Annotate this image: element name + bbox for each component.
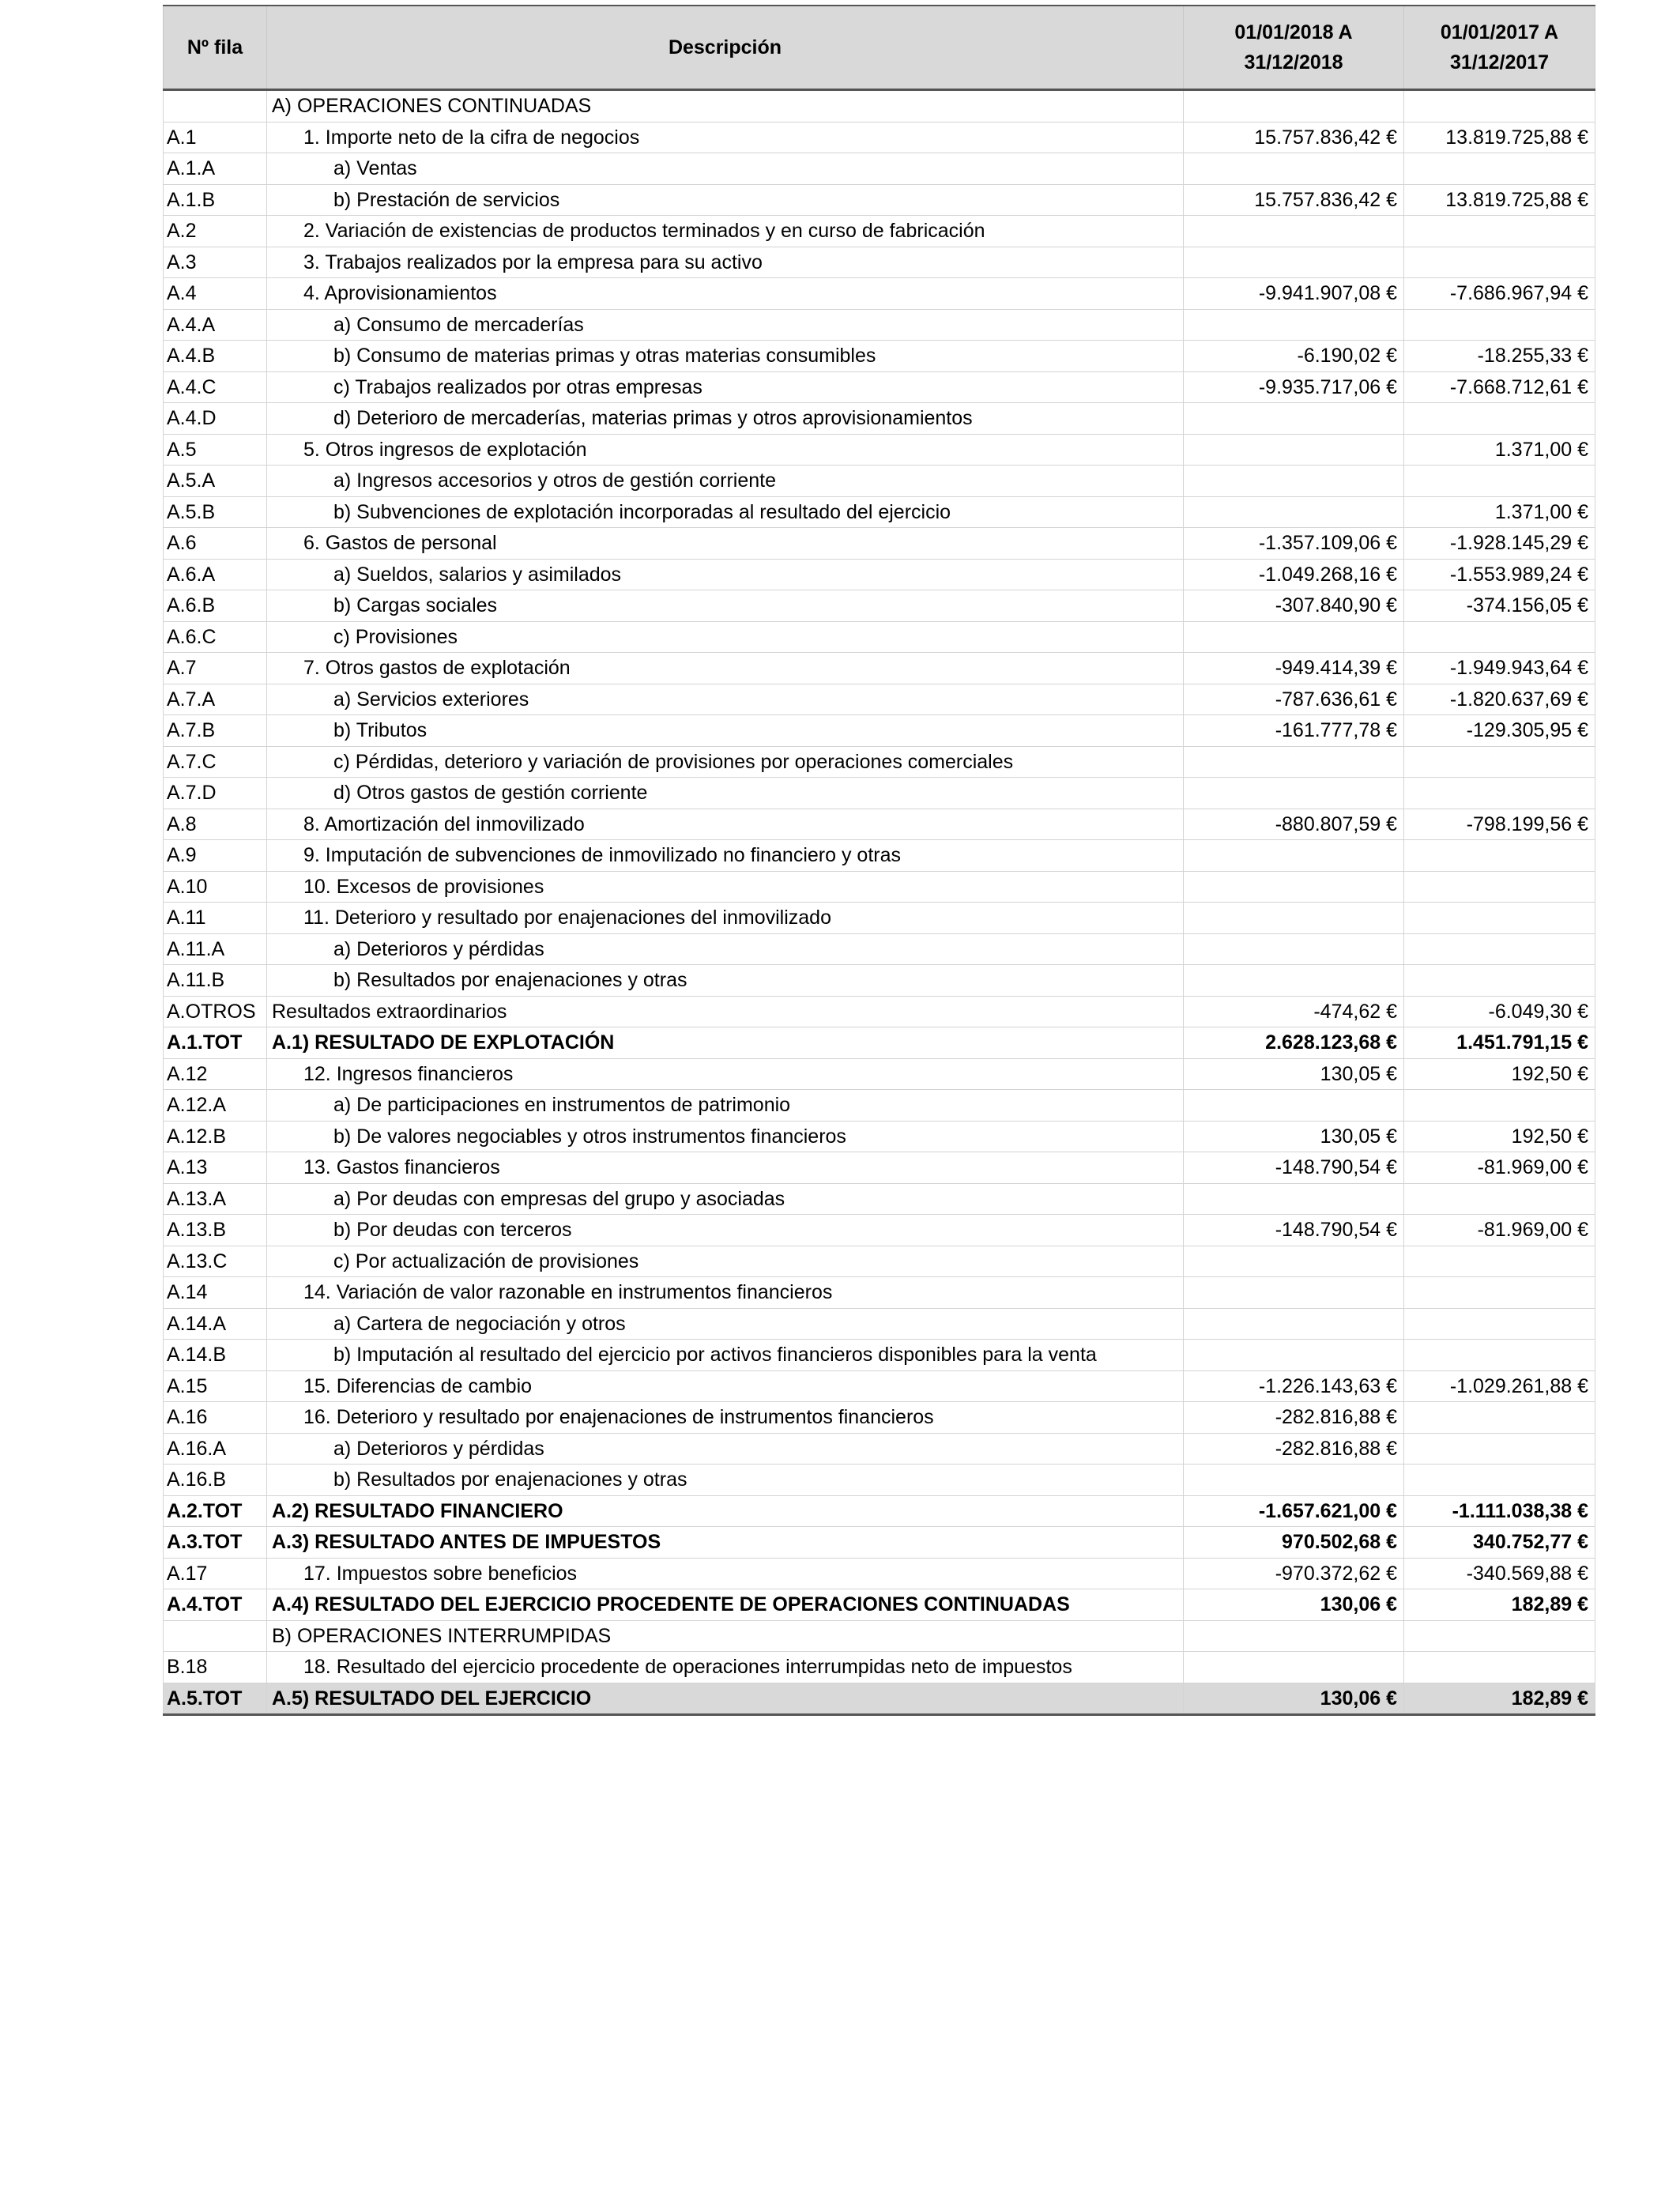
row-description: a) Deterioros y pérdidas: [267, 933, 1184, 965]
table-row: [164, 496, 1595, 528]
row-fila: A.4.B: [164, 341, 267, 372]
row-fila: A.7.B: [164, 715, 267, 747]
row-value-2017: [1404, 1620, 1595, 1652]
table-row: [164, 1246, 1595, 1277]
row-description: b) Por deudas con terceros: [267, 1215, 1184, 1246]
row-value-2018: [1184, 153, 1404, 185]
row-value-2018: -1.049.268,16 €: [1184, 559, 1404, 590]
row-description: B) OPERACIONES INTERRUMPIDAS: [267, 1620, 1184, 1652]
table-row: [164, 1620, 1595, 1652]
table-row: [164, 778, 1595, 809]
row-value-2017: 1.371,00 €: [1404, 434, 1595, 466]
row-value-2018: -307.840,90 €: [1184, 590, 1404, 622]
row-value-2017: [1404, 840, 1595, 872]
row-value-2018: -148.790,54 €: [1184, 1152, 1404, 1184]
row-value-2017: [1404, 933, 1595, 965]
row-description: d) Otros gastos de gestión corriente: [267, 778, 1184, 809]
row-fila: A.16: [164, 1402, 267, 1434]
row-value-2017: -798.199,56 €: [1404, 809, 1595, 840]
table-row: [164, 1308, 1595, 1340]
row-value-2017: [1404, 1652, 1595, 1683]
row-fila: A.6.C: [164, 621, 267, 653]
table-row: [164, 965, 1595, 997]
row-fila: A.1.A: [164, 153, 267, 185]
row-fila: A.7.C: [164, 746, 267, 778]
row-value-2017: [1404, 309, 1595, 341]
row-value-2017: [1404, 1090, 1595, 1122]
row-fila: A.4.TOT: [164, 1589, 267, 1621]
row-fila: A.3: [164, 247, 267, 278]
table-row: [164, 1215, 1595, 1246]
row-description: 4. Aprovisionamientos: [267, 278, 1184, 310]
row-value-2017: 192,50 €: [1404, 1121, 1595, 1152]
table-row: [164, 184, 1595, 216]
table-row: [164, 590, 1595, 622]
row-fila: A.OTROS: [164, 996, 267, 1027]
row-value-2018: -970.372,62 €: [1184, 1558, 1404, 1589]
income-statement-page: [163, 5, 1595, 1716]
table-row: [164, 715, 1595, 747]
row-fila: A.7.D: [164, 778, 267, 809]
header-fila: Nº fila: [164, 6, 267, 90]
row-value-2018: [1184, 466, 1404, 497]
row-value-2017: -7.686.967,94 €: [1404, 278, 1595, 310]
row-value-2017: 13.819.725,88 €: [1404, 184, 1595, 216]
table-row: [164, 1090, 1595, 1122]
row-value-2017: [1404, 1183, 1595, 1215]
row-value-2017: 13.819.725,88 €: [1404, 122, 1595, 153]
row-value-2018: -474,62 €: [1184, 996, 1404, 1027]
row-fila: A.10: [164, 871, 267, 903]
row-value-2017: [1404, 1277, 1595, 1309]
row-value-2018: [1184, 746, 1404, 778]
table-row: [164, 1370, 1595, 1402]
row-value-2018: [1184, 1465, 1404, 1496]
row-value-2018: -161.777,78 €: [1184, 715, 1404, 747]
row-fila: A.12: [164, 1058, 267, 1090]
row-value-2018: [1184, 434, 1404, 466]
table-row: [164, 1527, 1595, 1559]
row-value-2018: -282.816,88 €: [1184, 1402, 1404, 1434]
row-value-2017: [1404, 247, 1595, 278]
table-row: [164, 528, 1595, 560]
row-fila: [164, 90, 267, 123]
row-value-2018: [1184, 778, 1404, 809]
row-fila: A.13: [164, 1152, 267, 1184]
row-value-2017: [1404, 1340, 1595, 1371]
table-row: [164, 1495, 1595, 1527]
row-fila: A.4.A: [164, 309, 267, 341]
table-row: [164, 153, 1595, 185]
row-description: c) Trabajos realizados por otras empresas: [267, 371, 1184, 403]
row-description: 2. Variación de existencias de productos terminados y en curso de fabricación: [267, 216, 1184, 247]
row-description: b) Resultados por enajenaciones y otras: [267, 1465, 1184, 1496]
row-value-2018: [1184, 1308, 1404, 1340]
row-value-2017: [1404, 965, 1595, 997]
row-value-2018: [1184, 496, 1404, 528]
row-description: A.2) RESULTADO FINANCIERO: [267, 1495, 1184, 1527]
row-value-2017: [1404, 90, 1595, 123]
row-fila: A.6.A: [164, 559, 267, 590]
row-fila: A.9: [164, 840, 267, 872]
table-row: [164, 1277, 1595, 1309]
row-value-2018: [1184, 933, 1404, 965]
row-value-2018: -1.226.143,63 €: [1184, 1370, 1404, 1402]
row-fila: B.18: [164, 1652, 267, 1683]
row-value-2017: -340.569,88 €: [1404, 1558, 1595, 1589]
row-value-2018: -6.190,02 €: [1184, 341, 1404, 372]
table-row: [164, 1402, 1595, 1434]
row-description: c) Por actualización de provisiones: [267, 1246, 1184, 1277]
row-value-2018: -880.807,59 €: [1184, 809, 1404, 840]
row-value-2017: -1.820.637,69 €: [1404, 684, 1595, 715]
row-value-2017: -81.969,00 €: [1404, 1215, 1595, 1246]
row-value-2018: [1184, 1652, 1404, 1683]
row-description: 1. Importe neto de la cifra de negocios: [267, 122, 1184, 153]
row-fila: A.14.B: [164, 1340, 267, 1371]
income-statement-table: [163, 5, 1595, 1716]
row-fila: A.11.B: [164, 965, 267, 997]
row-fila: A.15: [164, 1370, 267, 1402]
row-fila: A.12.A: [164, 1090, 267, 1122]
table-row: [164, 621, 1595, 653]
row-description: a) Servicios exteriores: [267, 684, 1184, 715]
row-description: b) Subvenciones de explotación incorporadas al resultado del ejercicio: [267, 496, 1184, 528]
row-fila: A.13.C: [164, 1246, 267, 1277]
row-value-2017: -1.111.038,38 €: [1404, 1495, 1595, 1527]
row-description: 16. Deterioro y resultado por enajenaciones de instrumentos financieros: [267, 1402, 1184, 1434]
table-row: [164, 653, 1595, 684]
row-value-2018: -1.357.109,06 €: [1184, 528, 1404, 560]
row-value-2017: -1.928.145,29 €: [1404, 528, 1595, 560]
row-description: c) Provisiones: [267, 621, 1184, 653]
row-value-2017: [1404, 746, 1595, 778]
row-description: 15. Diferencias de cambio: [267, 1370, 1184, 1402]
row-value-2018: 130,06 €: [1184, 1589, 1404, 1621]
row-description: 18. Resultado del ejercicio procedente de operaciones interrumpidas neto de impuestos: [267, 1652, 1184, 1683]
row-value-2018: [1184, 403, 1404, 435]
row-value-2018: [1184, 90, 1404, 123]
row-fila: A.14.A: [164, 1308, 267, 1340]
row-value-2017: [1404, 871, 1595, 903]
row-description: a) Ventas: [267, 153, 1184, 185]
row-description: a) Deterioros y pérdidas: [267, 1433, 1184, 1465]
row-value-2017: [1404, 403, 1595, 435]
row-description: a) Cartera de negociación y otros: [267, 1308, 1184, 1340]
row-value-2017: -18.255,33 €: [1404, 341, 1595, 372]
row-fila: A.2: [164, 216, 267, 247]
row-value-2017: [1404, 153, 1595, 185]
table-row: [164, 1589, 1595, 1621]
row-description: 12. Ingresos financieros: [267, 1058, 1184, 1090]
row-value-2018: [1184, 621, 1404, 653]
row-value-2017: [1404, 466, 1595, 497]
row-value-2017: [1404, 1433, 1595, 1465]
table-row: [164, 309, 1595, 341]
row-value-2017: -1.949.943,64 €: [1404, 653, 1595, 684]
row-fila: [164, 1620, 267, 1652]
row-description: 8. Amortización del inmovilizado: [267, 809, 1184, 840]
row-description: A.4) RESULTADO DEL EJERCICIO PROCEDENTE DE OPERACIONES CONTINUADAS: [267, 1589, 1184, 1621]
row-description: A.3) RESULTADO ANTES DE IMPUESTOS: [267, 1527, 1184, 1559]
row-value-2017: [1404, 1465, 1595, 1496]
row-fila: A.4: [164, 278, 267, 310]
row-value-2018: 15.757.836,42 €: [1184, 184, 1404, 216]
row-fila: A.16.B: [164, 1465, 267, 1496]
table-row: [164, 1558, 1595, 1589]
row-value-2017: -374.156,05 €: [1404, 590, 1595, 622]
row-fila: A.5: [164, 434, 267, 466]
row-description: A.1) RESULTADO DE EXPLOTACIÓN: [267, 1027, 1184, 1059]
row-fila: A.6.B: [164, 590, 267, 622]
table-row: [164, 871, 1595, 903]
row-description: a) De participaciones en instrumentos de patrimonio: [267, 1090, 1184, 1122]
table-row: [164, 1058, 1595, 1090]
row-value-2018: -282.816,88 €: [1184, 1433, 1404, 1465]
row-value-2017: [1404, 778, 1595, 809]
row-value-2017: [1404, 1246, 1595, 1277]
row-value-2018: -949.414,39 €: [1184, 653, 1404, 684]
row-fila: A.4.C: [164, 371, 267, 403]
row-description: b) Prestación de servicios: [267, 184, 1184, 216]
row-fila: A.1.TOT: [164, 1027, 267, 1059]
row-description: b) Cargas sociales: [267, 590, 1184, 622]
row-value-2018: [1184, 1340, 1404, 1371]
row-fila: A.13.A: [164, 1183, 267, 1215]
table-row: [164, 840, 1595, 872]
row-description: b) De valores negociables y otros instrumentos financieros: [267, 1121, 1184, 1152]
row-fila: A.11.A: [164, 933, 267, 965]
row-value-2018: [1184, 1277, 1404, 1309]
row-fila: A.7: [164, 653, 267, 684]
table-row: [164, 746, 1595, 778]
header-descripcion: Descripción: [267, 6, 1184, 90]
row-fila: A.8: [164, 809, 267, 840]
row-fila: A.5.TOT: [164, 1683, 267, 1715]
row-value-2018: [1184, 309, 1404, 341]
row-value-2017: -129.305,95 €: [1404, 715, 1595, 747]
row-value-2018: [1184, 1090, 1404, 1122]
row-description: 14. Variación de valor razonable en instrumentos financieros: [267, 1277, 1184, 1309]
row-value-2018: 970.502,68 €: [1184, 1527, 1404, 1559]
table-row: [164, 1465, 1595, 1496]
row-value-2017: -6.049,30 €: [1404, 996, 1595, 1027]
row-description: 10. Excesos de provisiones: [267, 871, 1184, 903]
row-fila: A.6: [164, 528, 267, 560]
table-row: [164, 90, 1595, 123]
row-fila: A.17: [164, 1558, 267, 1589]
row-fila: A.2.TOT: [164, 1495, 267, 1527]
row-value-2018: [1184, 216, 1404, 247]
row-value-2018: [1184, 1246, 1404, 1277]
table-body: [164, 90, 1595, 1715]
row-value-2017: [1404, 1308, 1595, 1340]
row-value-2018: 130,05 €: [1184, 1121, 1404, 1152]
row-value-2018: [1184, 903, 1404, 934]
row-description: 6. Gastos de personal: [267, 528, 1184, 560]
row-value-2018: -787.636,61 €: [1184, 684, 1404, 715]
table-row: [164, 122, 1595, 153]
table-row: [164, 466, 1595, 497]
row-value-2018: 130,06 €: [1184, 1683, 1404, 1715]
row-value-2017: 192,50 €: [1404, 1058, 1595, 1090]
row-fila: A.1: [164, 122, 267, 153]
row-fila: A.4.D: [164, 403, 267, 435]
header-period-2017: 01/01/2017 A 31/12/2017: [1404, 6, 1595, 90]
row-value-2018: 15.757.836,42 €: [1184, 122, 1404, 153]
table-row: [164, 1027, 1595, 1059]
row-description: 11. Deterioro y resultado por enajenaciones del inmovilizado: [267, 903, 1184, 934]
table-row: [164, 1340, 1595, 1371]
row-description: A.5) RESULTADO DEL EJERCICIO: [267, 1683, 1184, 1715]
row-description: c) Pérdidas, deterioro y variación de provisiones por operaciones comerciales: [267, 746, 1184, 778]
table-row: [164, 247, 1595, 278]
row-value-2018: [1184, 840, 1404, 872]
row-value-2017: -7.668.712,61 €: [1404, 371, 1595, 403]
row-value-2018: 130,05 €: [1184, 1058, 1404, 1090]
table-row: [164, 1433, 1595, 1465]
row-value-2018: [1184, 871, 1404, 903]
row-value-2018: -1.657.621,00 €: [1184, 1495, 1404, 1527]
table-header: [164, 6, 1595, 90]
table-row: [164, 933, 1595, 965]
row-description: b) Consumo de materias primas y otras materias consumibles: [267, 341, 1184, 372]
row-description: Resultados extraordinarios: [267, 996, 1184, 1027]
row-fila: A.16.A: [164, 1433, 267, 1465]
row-value-2017: 182,89 €: [1404, 1589, 1595, 1621]
row-description: 13. Gastos financieros: [267, 1152, 1184, 1184]
table-row: [164, 1183, 1595, 1215]
row-value-2017: 1.451.791,15 €: [1404, 1027, 1595, 1059]
row-value-2017: -81.969,00 €: [1404, 1152, 1595, 1184]
row-description: A) OPERACIONES CONTINUADAS: [267, 90, 1184, 123]
row-description: b) Resultados por enajenaciones y otras: [267, 965, 1184, 997]
row-value-2018: -148.790,54 €: [1184, 1215, 1404, 1246]
table-row: [164, 684, 1595, 715]
header-period-2018: 01/01/2018 A 31/12/2018: [1184, 6, 1404, 90]
row-value-2017: 1.371,00 €: [1404, 496, 1595, 528]
row-value-2017: [1404, 1402, 1595, 1434]
table-row: [164, 809, 1595, 840]
row-fila: A.14: [164, 1277, 267, 1309]
row-description: 5. Otros ingresos de explotación: [267, 434, 1184, 466]
row-value-2017: [1404, 903, 1595, 934]
row-description: a) Por deudas con empresas del grupo y asociadas: [267, 1183, 1184, 1215]
row-value-2018: [1184, 965, 1404, 997]
table-row: [164, 216, 1595, 247]
row-fila: A.3.TOT: [164, 1527, 267, 1559]
row-value-2017: -1.553.989,24 €: [1404, 559, 1595, 590]
row-description: 7. Otros gastos de explotación: [267, 653, 1184, 684]
row-fila: A.1.B: [164, 184, 267, 216]
row-value-2017: 340.752,77 €: [1404, 1527, 1595, 1559]
row-value-2017: 182,89 €: [1404, 1683, 1595, 1715]
row-value-2018: [1184, 1183, 1404, 1215]
row-value-2017: [1404, 216, 1595, 247]
row-description: 3. Trabajos realizados por la empresa para su activo: [267, 247, 1184, 278]
row-fila: A.5.A: [164, 466, 267, 497]
row-fila: A.5.B: [164, 496, 267, 528]
row-value-2018: [1184, 1620, 1404, 1652]
row-description: a) Consumo de mercaderías: [267, 309, 1184, 341]
row-value-2017: [1404, 621, 1595, 653]
table-row: [164, 1152, 1595, 1184]
row-fila: A.11: [164, 903, 267, 934]
row-description: 9. Imputación de subvenciones de inmovilizado no financiero y otras: [267, 840, 1184, 872]
table-row: [164, 278, 1595, 310]
table-row: [164, 371, 1595, 403]
row-description: a) Sueldos, salarios y asimilados: [267, 559, 1184, 590]
row-fila: A.12.B: [164, 1121, 267, 1152]
table-row: [164, 341, 1595, 372]
table-row: [164, 403, 1595, 435]
row-fila: A.7.A: [164, 684, 267, 715]
table-row: [164, 559, 1595, 590]
row-value-2017: -1.029.261,88 €: [1404, 1370, 1595, 1402]
row-description: 17. Impuestos sobre beneficios: [267, 1558, 1184, 1589]
row-fila: A.13.B: [164, 1215, 267, 1246]
row-value-2018: [1184, 247, 1404, 278]
table-row: [164, 903, 1595, 934]
row-description: b) Imputación al resultado del ejercicio por activos financieros disponibles para la venta: [267, 1340, 1184, 1371]
table-row: [164, 996, 1595, 1027]
row-description: d) Deterioro de mercaderías, materias primas y otros aprovisionamientos: [267, 403, 1184, 435]
table-row: [164, 434, 1595, 466]
row-value-2018: -9.941.907,08 €: [1184, 278, 1404, 310]
table-row: [164, 1652, 1595, 1683]
row-description: b) Tributos: [267, 715, 1184, 747]
table-row: [164, 1121, 1595, 1152]
row-description: a) Ingresos accesorios y otros de gestión corriente: [267, 466, 1184, 497]
row-value-2018: 2.628.123,68 €: [1184, 1027, 1404, 1059]
row-value-2018: -9.935.717,06 €: [1184, 371, 1404, 403]
table-row: [164, 1683, 1595, 1715]
